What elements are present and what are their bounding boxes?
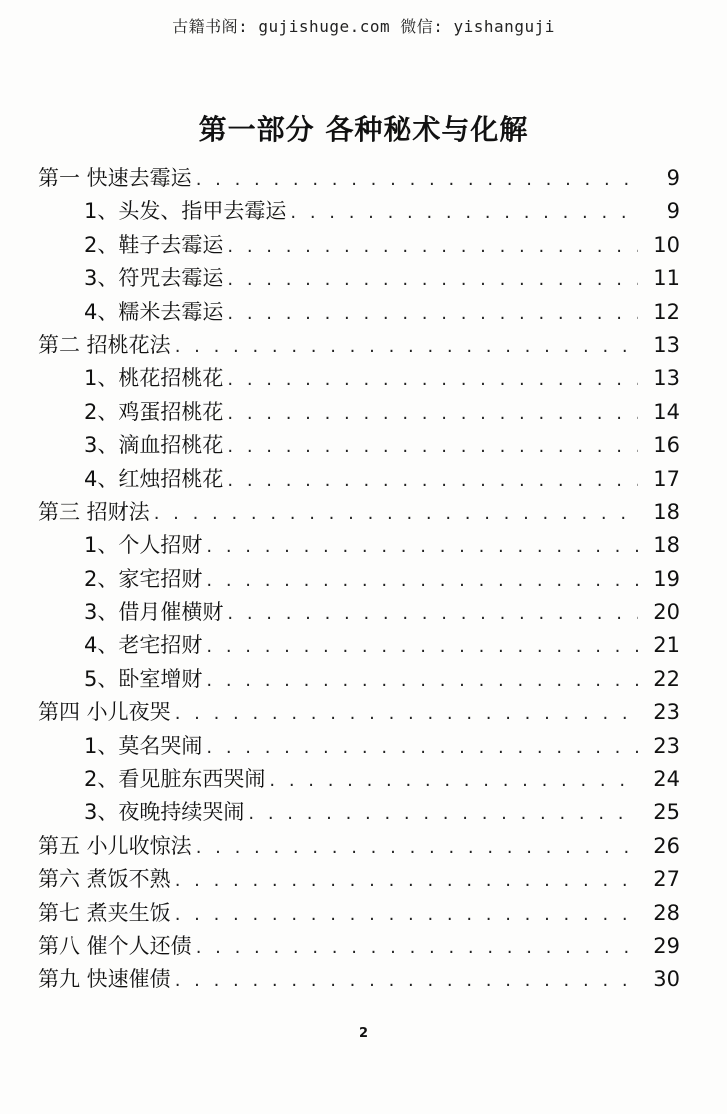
toc-entry-label: 1、莫名哭闹 <box>84 733 203 758</box>
toc-subentry[interactable] <box>38 362 680 395</box>
toc-entry-label: 第三 招财法 <box>38 499 150 524</box>
toc-page-number: 27 <box>653 867 680 892</box>
dot-leader <box>227 397 638 430</box>
toc-page-number: 22 <box>653 666 680 691</box>
dot-leader <box>154 497 638 530</box>
section-title: 第一部分 各种秘术与化解 <box>198 113 529 146</box>
dot-leader <box>227 263 638 296</box>
toc-subentry[interactable] <box>38 663 680 696</box>
toc-subentry[interactable] <box>38 463 680 496</box>
dot-leader <box>206 630 638 663</box>
dot-leader <box>196 163 638 196</box>
toc-entry-label: 3、夜晚持续哭闹 <box>84 800 245 825</box>
dot-leader <box>227 597 638 630</box>
toc-page-number: 13 <box>653 332 680 357</box>
toc-page-number: 23 <box>653 733 680 758</box>
toc-page-number: 30 <box>653 967 680 992</box>
dot-leader <box>290 196 638 229</box>
toc-entry-label: 第九 快速催债 <box>38 967 171 992</box>
toc-chapter[interactable] <box>38 496 680 529</box>
toc-page-number: 28 <box>653 900 680 925</box>
dot-leader <box>227 363 638 396</box>
toc-subentry[interactable] <box>38 629 680 662</box>
toc-page-number: 20 <box>653 600 680 625</box>
dot-leader <box>206 564 638 597</box>
toc-entry-label: 第一 快速去霉运 <box>38 166 192 190</box>
dot-leader <box>248 797 638 830</box>
toc-subentry[interactable] <box>38 229 680 262</box>
toc-page-number: 9 <box>666 199 680 224</box>
toc-entry-label: 第八 催个人还债 <box>38 933 192 958</box>
toc-page-number: 26 <box>653 833 680 858</box>
toc-chapter[interactable] <box>38 696 680 729</box>
toc-page-number: 12 <box>653 299 680 324</box>
dot-leader <box>227 297 638 330</box>
toc-page-number: 24 <box>653 767 680 792</box>
dot-leader <box>175 330 638 363</box>
dot-leader <box>175 864 638 897</box>
toc-chapter[interactable] <box>38 329 680 362</box>
dot-leader <box>196 931 638 964</box>
toc-subentry[interactable] <box>38 763 680 796</box>
dot-leader <box>269 764 638 797</box>
toc-subentry[interactable] <box>38 563 680 596</box>
toc-entry-label: 1、个人招财 <box>84 533 203 558</box>
toc-subentry[interactable] <box>38 262 680 295</box>
toc-subentry[interactable] <box>38 529 680 562</box>
toc-entry-label: 1、桃花招桃花 <box>84 366 224 391</box>
toc-page-number: 9 <box>666 166 680 190</box>
dot-leader <box>175 898 638 931</box>
table-of-contents <box>38 162 680 997</box>
toc-entry-label: 2、鞋子去霉运 <box>84 232 224 257</box>
dot-leader <box>175 697 638 730</box>
dot-leader <box>175 964 638 997</box>
toc-page-number: 18 <box>653 533 680 558</box>
toc-subentry[interactable] <box>38 796 680 829</box>
toc-page-number: 17 <box>653 466 680 491</box>
toc-page-number: 29 <box>653 933 680 958</box>
dot-leader <box>196 831 638 864</box>
toc-entry-label: 第二 招桃花法 <box>38 332 171 357</box>
toc-chapter[interactable] <box>38 162 680 195</box>
toc-subentry[interactable] <box>38 429 680 462</box>
dot-leader <box>206 530 638 563</box>
toc-entry-label: 2、鸡蛋招桃花 <box>84 399 224 424</box>
toc-entry-label: 第四 小儿夜哭 <box>38 700 171 725</box>
toc-entry-label: 4、老宅招财 <box>84 633 203 658</box>
toc-subentry[interactable] <box>38 596 680 629</box>
toc-entry-label: 第六 煮饭不熟 <box>38 867 171 892</box>
toc-chapter[interactable] <box>38 863 680 896</box>
toc-page-number: 13 <box>653 366 680 391</box>
page-number: 2 <box>358 1026 369 1041</box>
toc-chapter[interactable] <box>38 930 680 963</box>
toc-page-number: 19 <box>653 566 680 591</box>
toc-entry-label: 2、家宅招财 <box>84 566 203 591</box>
toc-subentry[interactable] <box>38 296 680 329</box>
dot-leader <box>227 430 638 463</box>
toc-entry-label: 1、头发、指甲去霉运 <box>84 199 287 224</box>
toc-page-number: 11 <box>653 266 680 291</box>
dot-leader <box>227 464 638 497</box>
toc-page-number: 21 <box>653 633 680 658</box>
toc-entry-label: 4、糯米去霉运 <box>84 299 224 324</box>
dot-leader <box>206 731 638 764</box>
toc-entry-label: 3、符咒去霉运 <box>84 266 224 291</box>
toc-entry-label: 第五 小儿收惊法 <box>38 833 192 858</box>
toc-entry-label: 第七 煮夹生饭 <box>38 900 171 925</box>
dot-leader <box>227 230 638 263</box>
toc-entry-label: 3、借月催横财 <box>84 600 224 625</box>
toc-page-number: 16 <box>653 433 680 458</box>
toc-page-number: 14 <box>653 399 680 424</box>
toc-subentry[interactable] <box>38 730 680 763</box>
toc-entry-label: 5、卧室增财 <box>84 666 203 691</box>
toc-page-number: 25 <box>653 800 680 825</box>
toc-chapter[interactable] <box>38 963 680 996</box>
toc-page-number: 10 <box>653 232 680 257</box>
toc-entry-label: 2、看见脏东西哭闹 <box>84 767 266 792</box>
toc-subentry[interactable] <box>38 195 680 228</box>
toc-chapter[interactable] <box>38 897 680 930</box>
toc-subentry[interactable] <box>38 396 680 429</box>
toc-page-number: 18 <box>653 499 680 524</box>
toc-entry-label: 4、红烛招桃花 <box>84 466 224 491</box>
watermark-header: 古籍书阁: gujishuge.com 微信: yishanguji <box>172 17 555 36</box>
toc-chapter[interactable] <box>38 830 680 863</box>
toc-entry-label: 3、滴血招桃花 <box>84 433 224 458</box>
toc-page-number: 23 <box>653 700 680 725</box>
dot-leader <box>206 664 638 697</box>
